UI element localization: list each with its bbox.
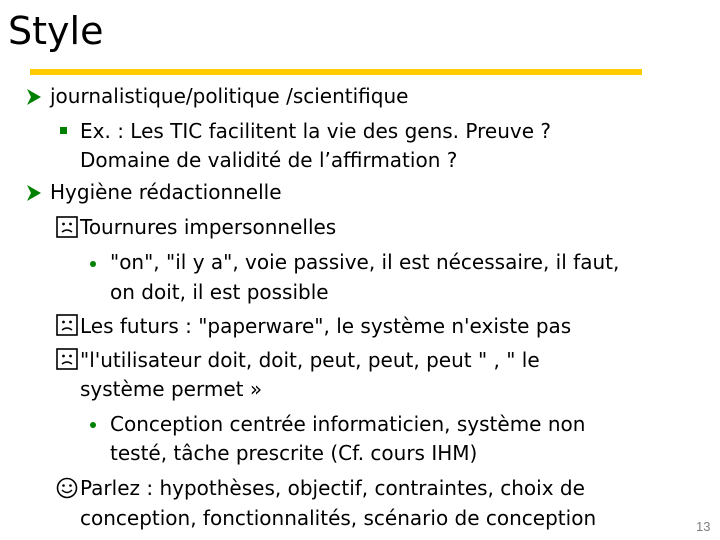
bullet-text: testé, tâche prescrite (Cf. cours IHM) (110, 441, 478, 465)
bullet-text: système permet » (80, 377, 263, 401)
slide-title: Style (8, 9, 104, 53)
bullet-text: Conception centrée informaticien, système non (110, 412, 586, 436)
bullet-text: Domaine de validité de l’affirmation ? (80, 148, 458, 172)
bullet-text: "on", "il y a", voie passive, il est nécessaire, il faut, (110, 250, 620, 274)
sad-face-icon (56, 314, 78, 336)
bullet-text: "l'utilisateur doit, doit, peut, peut, peut " , " le (80, 348, 540, 372)
page-number: 13 (696, 519, 711, 534)
dot-bullet-icon (90, 261, 96, 267)
bullet-text: Les futurs : "paperware", le système n'existe pas (80, 314, 572, 338)
arrow-bullet-icon (26, 88, 42, 106)
bullet-text: on doit, il est possible (110, 280, 329, 304)
bullet-text: Hygiène rédactionnelle (50, 180, 282, 204)
sad-face-icon (56, 348, 78, 370)
bullet-text: Tournures impersonnelles (80, 215, 337, 239)
bullet-text: conception, fonctionnalités, scénario de conception (80, 506, 597, 530)
dot-bullet-icon (90, 422, 96, 428)
sad-face-icon (56, 216, 78, 238)
bullet-text: Ex. : Les TIC facilitent la vie des gens. Preuve ? (80, 119, 551, 143)
square-bullet-icon (60, 127, 67, 134)
smiley-face-icon (56, 477, 78, 499)
bullet-text: journalistique/politique /scientifique (50, 84, 409, 108)
title-underline (30, 69, 642, 75)
arrow-bullet-icon (26, 184, 42, 202)
bullet-text: Parlez : hypothèses, objectif, contraintes, choix de (80, 476, 585, 500)
